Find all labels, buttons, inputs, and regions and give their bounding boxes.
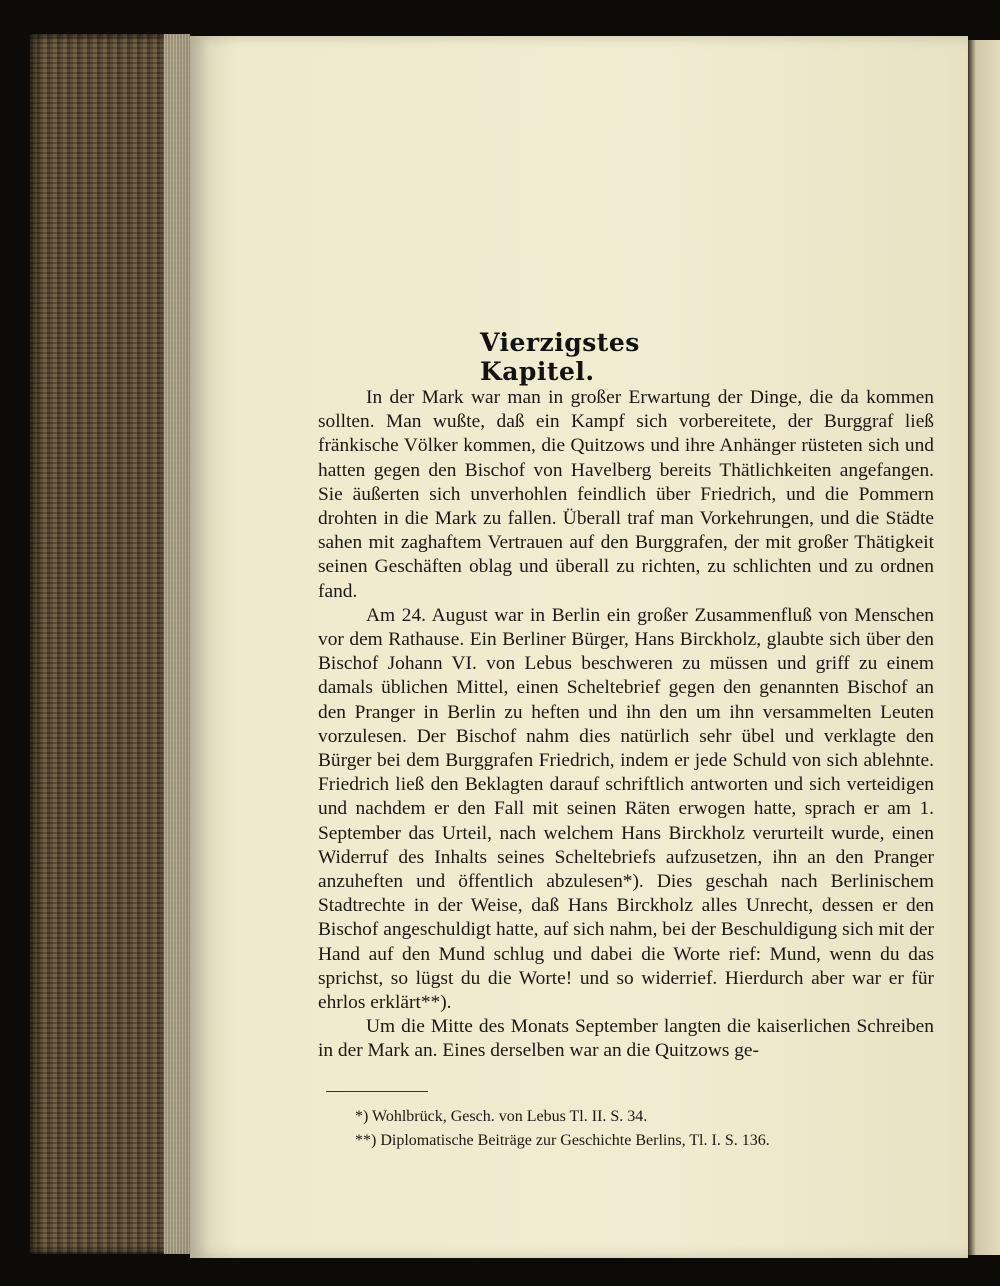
footnote-separator — [326, 1091, 428, 1092]
adjacent-page-edge — [968, 40, 1000, 1255]
footnote-1: *) Wohlbrück, Gesch. von Lebus Tl. II. S. 34. — [355, 1108, 648, 1125]
chapter-title: Vierzigstes Kapitel. — [480, 328, 640, 386]
footnote-2: **) Diplomatische Beiträge zur Geschichte Berlins, Tl. I. S. 136. — [355, 1132, 770, 1149]
paragraph-2: Am 24. August war in Berlin ein großer Zusammenfluß von Menschen vor dem Rathause. Ein Berliner Bürger, Hans Birckholz, glaubte sich über den Bischof Johann VI. von Lebus beschweren zu müssen und griff zu einem damals üblichen Mittel, einen Scheltebrief gegen den genannten Bischof an den Pranger in Berlin zu heften und ihn den um ihn versammelten Leuten vorzulesen. Der Bischof nahm dies natürlich sehr übel und verklagte den Bürger bei dem Burggrafen Friedrich, indem er jede Schuld von sich ablehnte. Friedrich ließ den Beklagten darauf schriftlich antworten und sich verteidigen und nachdem er den Fall mit seinen Räten erwogen hatte, sprach er am 1. September das Urteil, nach welchem Hans Birckholz verurteilt wurde, einen Widerruf des Inhalts seines Scheltebriefs aufzusetzen, ihn an den Pranger anzuheften und öffentlich abzulesen*). Dies geschah nach Berlinischem Stadtrechte in der Weise, daß Hans Birckholz alles Unrecht, dessen er den Bischof angeschuldigt hatte, auf sich nahm, bei der Beschuldigung sich mit der Hand auf den Mund schlug und dabei die Worte rief: Mund, wenn du das sprichst, so lügst du die Worte! und so widerrief. Hierdurch aber war er für ehrlos erklärt**). — [318, 604, 934, 1014]
footnotes — [355, 1105, 915, 1153]
book-page-edges — [30, 34, 190, 1254]
paragraph-3: Um die Mitte des Monats September langten die kaiserlichen Schreiben in der Mark an. Eines derselben war an die Quitzows ge- — [318, 1016, 934, 1062]
body-text — [318, 386, 934, 1064]
show-through-text — [320, 150, 940, 173]
paragraph-1: In der Mark war man in großer Erwartung der Dinge, die da kommen sollten. Man wußte, daß ein Kampf sich vorbereitete, der Burggraf ließ fränkische Völker kommen, die Quitzows und ihre Anhänger rüsteten sich und hatten gegen den Bischof von Havelberg bereits Thätlichkeiten angefangen. Sie äußerten sich unverhohlen feindlich über Friedrich, und die Pommern drohten in die Mark zu fallen. Überall traf man Vorkehrungen, und die Städte sahen mit zaghaftem Vertrauen auf den Burggrafen, der mit großer Thätigkeit seinen Geschäften oblag und überall zu richten, zu schlichten und zu ordnen fand. — [318, 387, 934, 602]
